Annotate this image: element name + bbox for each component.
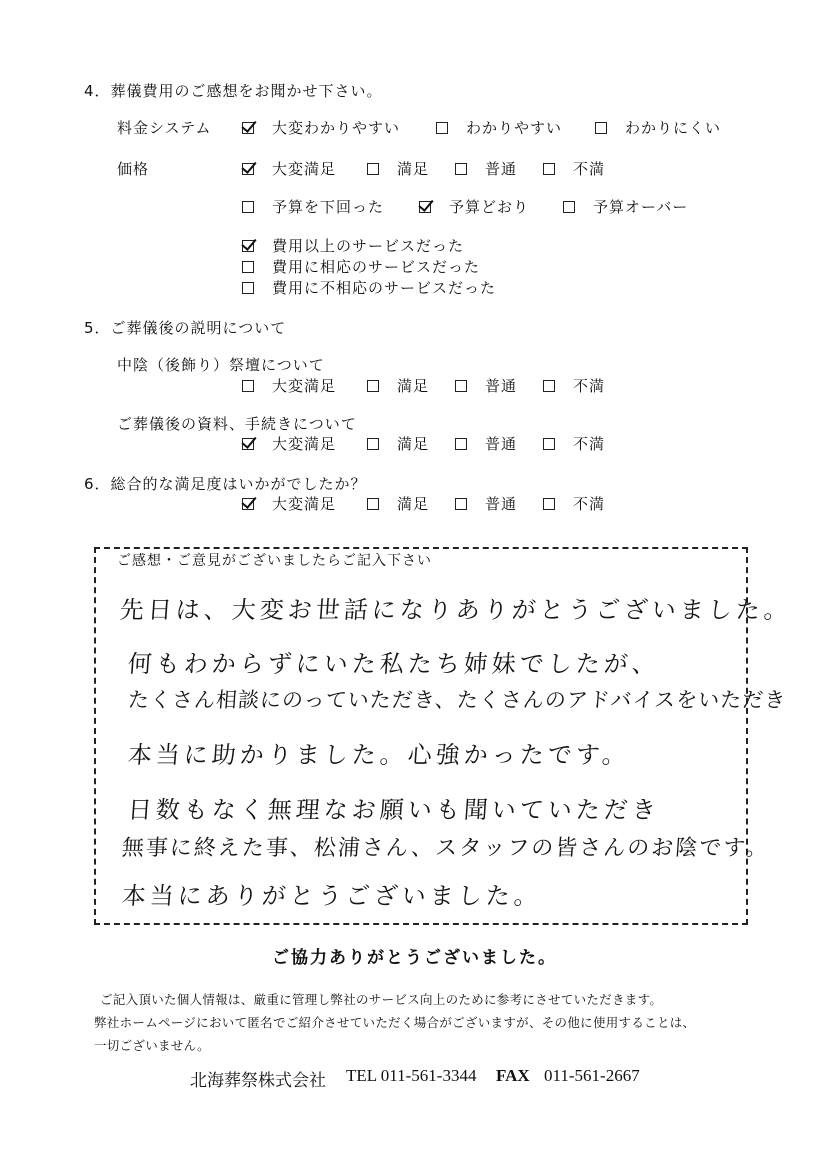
checkbox[interactable] <box>419 201 431 213</box>
documents-option-normal[interactable]: 普通 <box>455 433 517 454</box>
comment-line-2: 何もわからずにいた私たち姉妹でしたが、 <box>126 650 661 678</box>
checkbox[interactable] <box>242 261 254 273</box>
checkbox[interactable] <box>455 438 467 450</box>
checkbox[interactable] <box>242 201 254 213</box>
altar-option-normal[interactable]: 普通 <box>455 375 517 396</box>
q6-title: 6．総合的な満足度はいかがでしたか？ <box>84 475 367 493</box>
checkbox[interactable] <box>595 122 607 134</box>
checkbox[interactable] <box>242 380 254 392</box>
service-option-matching-cost[interactable]: 費用に相応のサービスだった <box>242 256 480 277</box>
q5-title: 5．ご葬儀後の説明について <box>84 319 287 337</box>
comment-heading: ご感想・ご意見がございましたらご記入下さい <box>117 553 432 569</box>
fee-system-label: 料金システム <box>117 119 212 137</box>
checkbox[interactable] <box>543 380 555 392</box>
checkbox[interactable] <box>367 498 379 510</box>
service-option-below-cost[interactable]: 費用に不相応のサービスだった <box>242 277 496 298</box>
comment-line-3: たくさん相談にのっていただき、たくさんのアドバイスをいただき <box>127 688 788 712</box>
checkbox[interactable] <box>563 201 575 213</box>
fax-number: 011-561-2667 <box>544 1066 640 1085</box>
altar-option-dissatisfied[interactable]: 不満 <box>543 375 605 396</box>
budget-option-under[interactable]: 予算を下回った <box>242 196 384 217</box>
fax-label: FAX <box>496 1066 530 1085</box>
overall-option-normal[interactable]: 普通 <box>455 493 517 514</box>
checkbox[interactable] <box>367 163 379 175</box>
checkbox[interactable] <box>367 438 379 450</box>
checkbox[interactable] <box>242 498 254 510</box>
checkbox[interactable] <box>436 122 448 134</box>
checkbox[interactable] <box>455 380 467 392</box>
price-option-satisfied[interactable]: 満足 <box>367 158 429 179</box>
price-label: 価格 <box>117 160 150 178</box>
q4-title: 4．葬儀費用のご感想をお聞かせ下さい。 <box>84 82 383 100</box>
budget-option-as-planned[interactable]: 予算どおり <box>419 196 529 217</box>
altar-option-very-satisfied[interactable]: 大変満足 <box>242 375 336 396</box>
comment-line-5: 日数もなく無理なお願いも聞いていただき <box>126 796 661 824</box>
checkbox[interactable] <box>455 163 467 175</box>
overall-option-satisfied[interactable]: 満足 <box>367 493 429 514</box>
price-option-normal[interactable]: 普通 <box>455 158 517 179</box>
fee-option-very-clear[interactable]: 大変わかりやすい <box>242 117 400 138</box>
altar-option-satisfied[interactable]: 満足 <box>367 375 429 396</box>
checkbox[interactable] <box>455 498 467 510</box>
comment-line-4: 本当に助かりました。心強かったです。 <box>126 741 631 769</box>
privacy-note-line-1: ご記入頂いた個人情報は、厳重に管理し弊社のサービス向上のために参考にさせていただきます。 <box>100 992 663 1007</box>
budget-option-over[interactable]: 予算オーバー <box>563 196 688 217</box>
checkbox[interactable] <box>242 438 254 450</box>
checkbox[interactable] <box>242 282 254 294</box>
checkbox[interactable] <box>543 163 555 175</box>
tel-number: TEL 011-561-3344 <box>346 1066 477 1085</box>
checkbox[interactable] <box>242 240 254 252</box>
privacy-note-line-2: 弊社ホームページにおいて匿名でご紹介させていただく場合がございますが、その他に使用することは、 <box>94 1015 696 1030</box>
price-option-dissatisfied[interactable]: 不満 <box>543 158 605 179</box>
q5-sub1-label: 中陰（後飾り）祭壇について <box>117 356 325 374</box>
overall-option-dissatisfied[interactable]: 不満 <box>543 493 605 514</box>
thanks-message: ご協力ありがとうございました。 <box>272 948 557 968</box>
price-option-very-satisfied[interactable]: 大変満足 <box>242 158 336 179</box>
overall-option-very-satisfied[interactable]: 大変満足 <box>242 493 336 514</box>
checkbox[interactable] <box>242 122 254 134</box>
service-option-above-cost[interactable]: 費用以上のサービスだった <box>242 235 464 256</box>
fee-option-clear[interactable]: わかりやすい <box>436 117 562 138</box>
documents-option-satisfied[interactable]: 満足 <box>367 433 429 454</box>
documents-option-dissatisfied[interactable]: 不満 <box>543 433 605 454</box>
company-name: 北海葬祭株式会社 <box>190 1071 326 1090</box>
checkbox[interactable] <box>242 163 254 175</box>
fee-option-unclear[interactable]: わかりにくい <box>595 117 721 138</box>
privacy-note-line-3: 一切ございません。 <box>94 1038 210 1053</box>
q5-sub2-label: ご葬儀後の資料、手続きについて <box>117 415 357 433</box>
checkbox[interactable] <box>543 498 555 510</box>
comment-line-6: 無事に終えた事、松浦さん、スタッフの皆さんのお陰です。 <box>120 836 771 861</box>
comment-line-7: 本当にありがとうございました。 <box>120 882 543 910</box>
documents-option-very-satisfied[interactable]: 大変満足 <box>242 433 336 454</box>
checkbox[interactable] <box>543 438 555 450</box>
checkbox[interactable] <box>367 380 379 392</box>
comment-line-1: 先日は、大変お世話になりありがとうございました。 <box>118 596 793 624</box>
